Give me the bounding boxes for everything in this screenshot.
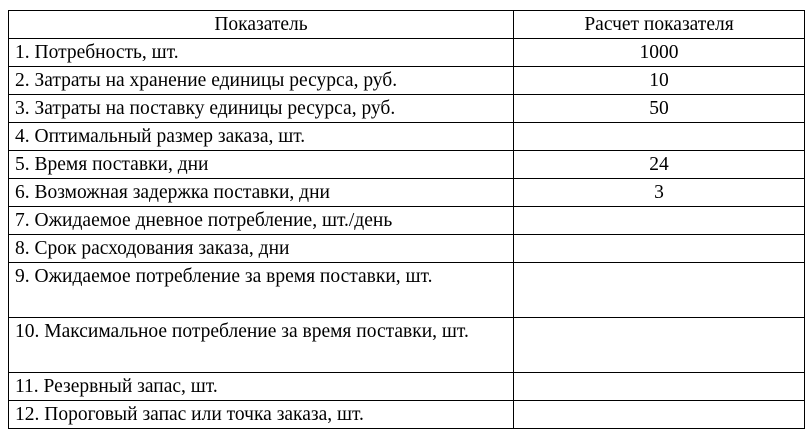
row-value	[514, 207, 805, 235]
table-row	[9, 235, 805, 263]
row-value: 3	[514, 179, 805, 207]
row-label: 6. Возможная задержка поставки, дни	[9, 179, 514, 207]
row-label: 2. Затраты на хранение единицы ресурса, руб.	[9, 67, 514, 95]
indicators-table	[8, 10, 805, 429]
row-label: 12. Пороговый запас или точка заказа, шт.	[9, 401, 514, 429]
table-row	[9, 401, 805, 429]
row-label: 5. Время поставки, дни	[9, 151, 514, 179]
table-row	[9, 179, 805, 207]
row-label: 11. Резервный запас, шт.	[9, 373, 514, 401]
row-label: 1. Потребность, шт.	[9, 39, 514, 67]
row-label: 7. Ожидаемое дневное потребление, шт./день	[9, 207, 514, 235]
header-calculation: Расчет показателя	[514, 11, 805, 39]
table-row	[9, 123, 805, 151]
table-row	[9, 263, 805, 318]
row-label: 8. Срок расходования заказа, дни	[9, 235, 514, 263]
table-row	[9, 95, 805, 123]
row-label: 10. Максимальное потребление за время поставки, шт.	[9, 318, 514, 373]
row-value	[514, 235, 805, 263]
row-label: 4. Оптимальный размер заказа, шт.	[9, 123, 514, 151]
row-value: 24	[514, 151, 805, 179]
row-value: 10	[514, 67, 805, 95]
table-row	[9, 151, 805, 179]
row-label: 9. Ожидаемое потребление за время поставки, шт.	[9, 263, 514, 318]
row-value	[514, 401, 805, 429]
table-row	[9, 318, 805, 373]
row-value	[514, 373, 805, 401]
row-value	[514, 318, 805, 373]
row-value	[514, 263, 805, 318]
table-row	[9, 39, 805, 67]
row-value	[514, 123, 805, 151]
table-row	[9, 373, 805, 401]
row-value: 1000	[514, 39, 805, 67]
table-header-row	[9, 11, 805, 39]
row-value: 50	[514, 95, 805, 123]
row-label: 3. Затраты на поставку единицы ресурса, руб.	[9, 95, 514, 123]
header-indicator: Показатель	[9, 11, 514, 39]
table-row	[9, 67, 805, 95]
table-row	[9, 207, 805, 235]
